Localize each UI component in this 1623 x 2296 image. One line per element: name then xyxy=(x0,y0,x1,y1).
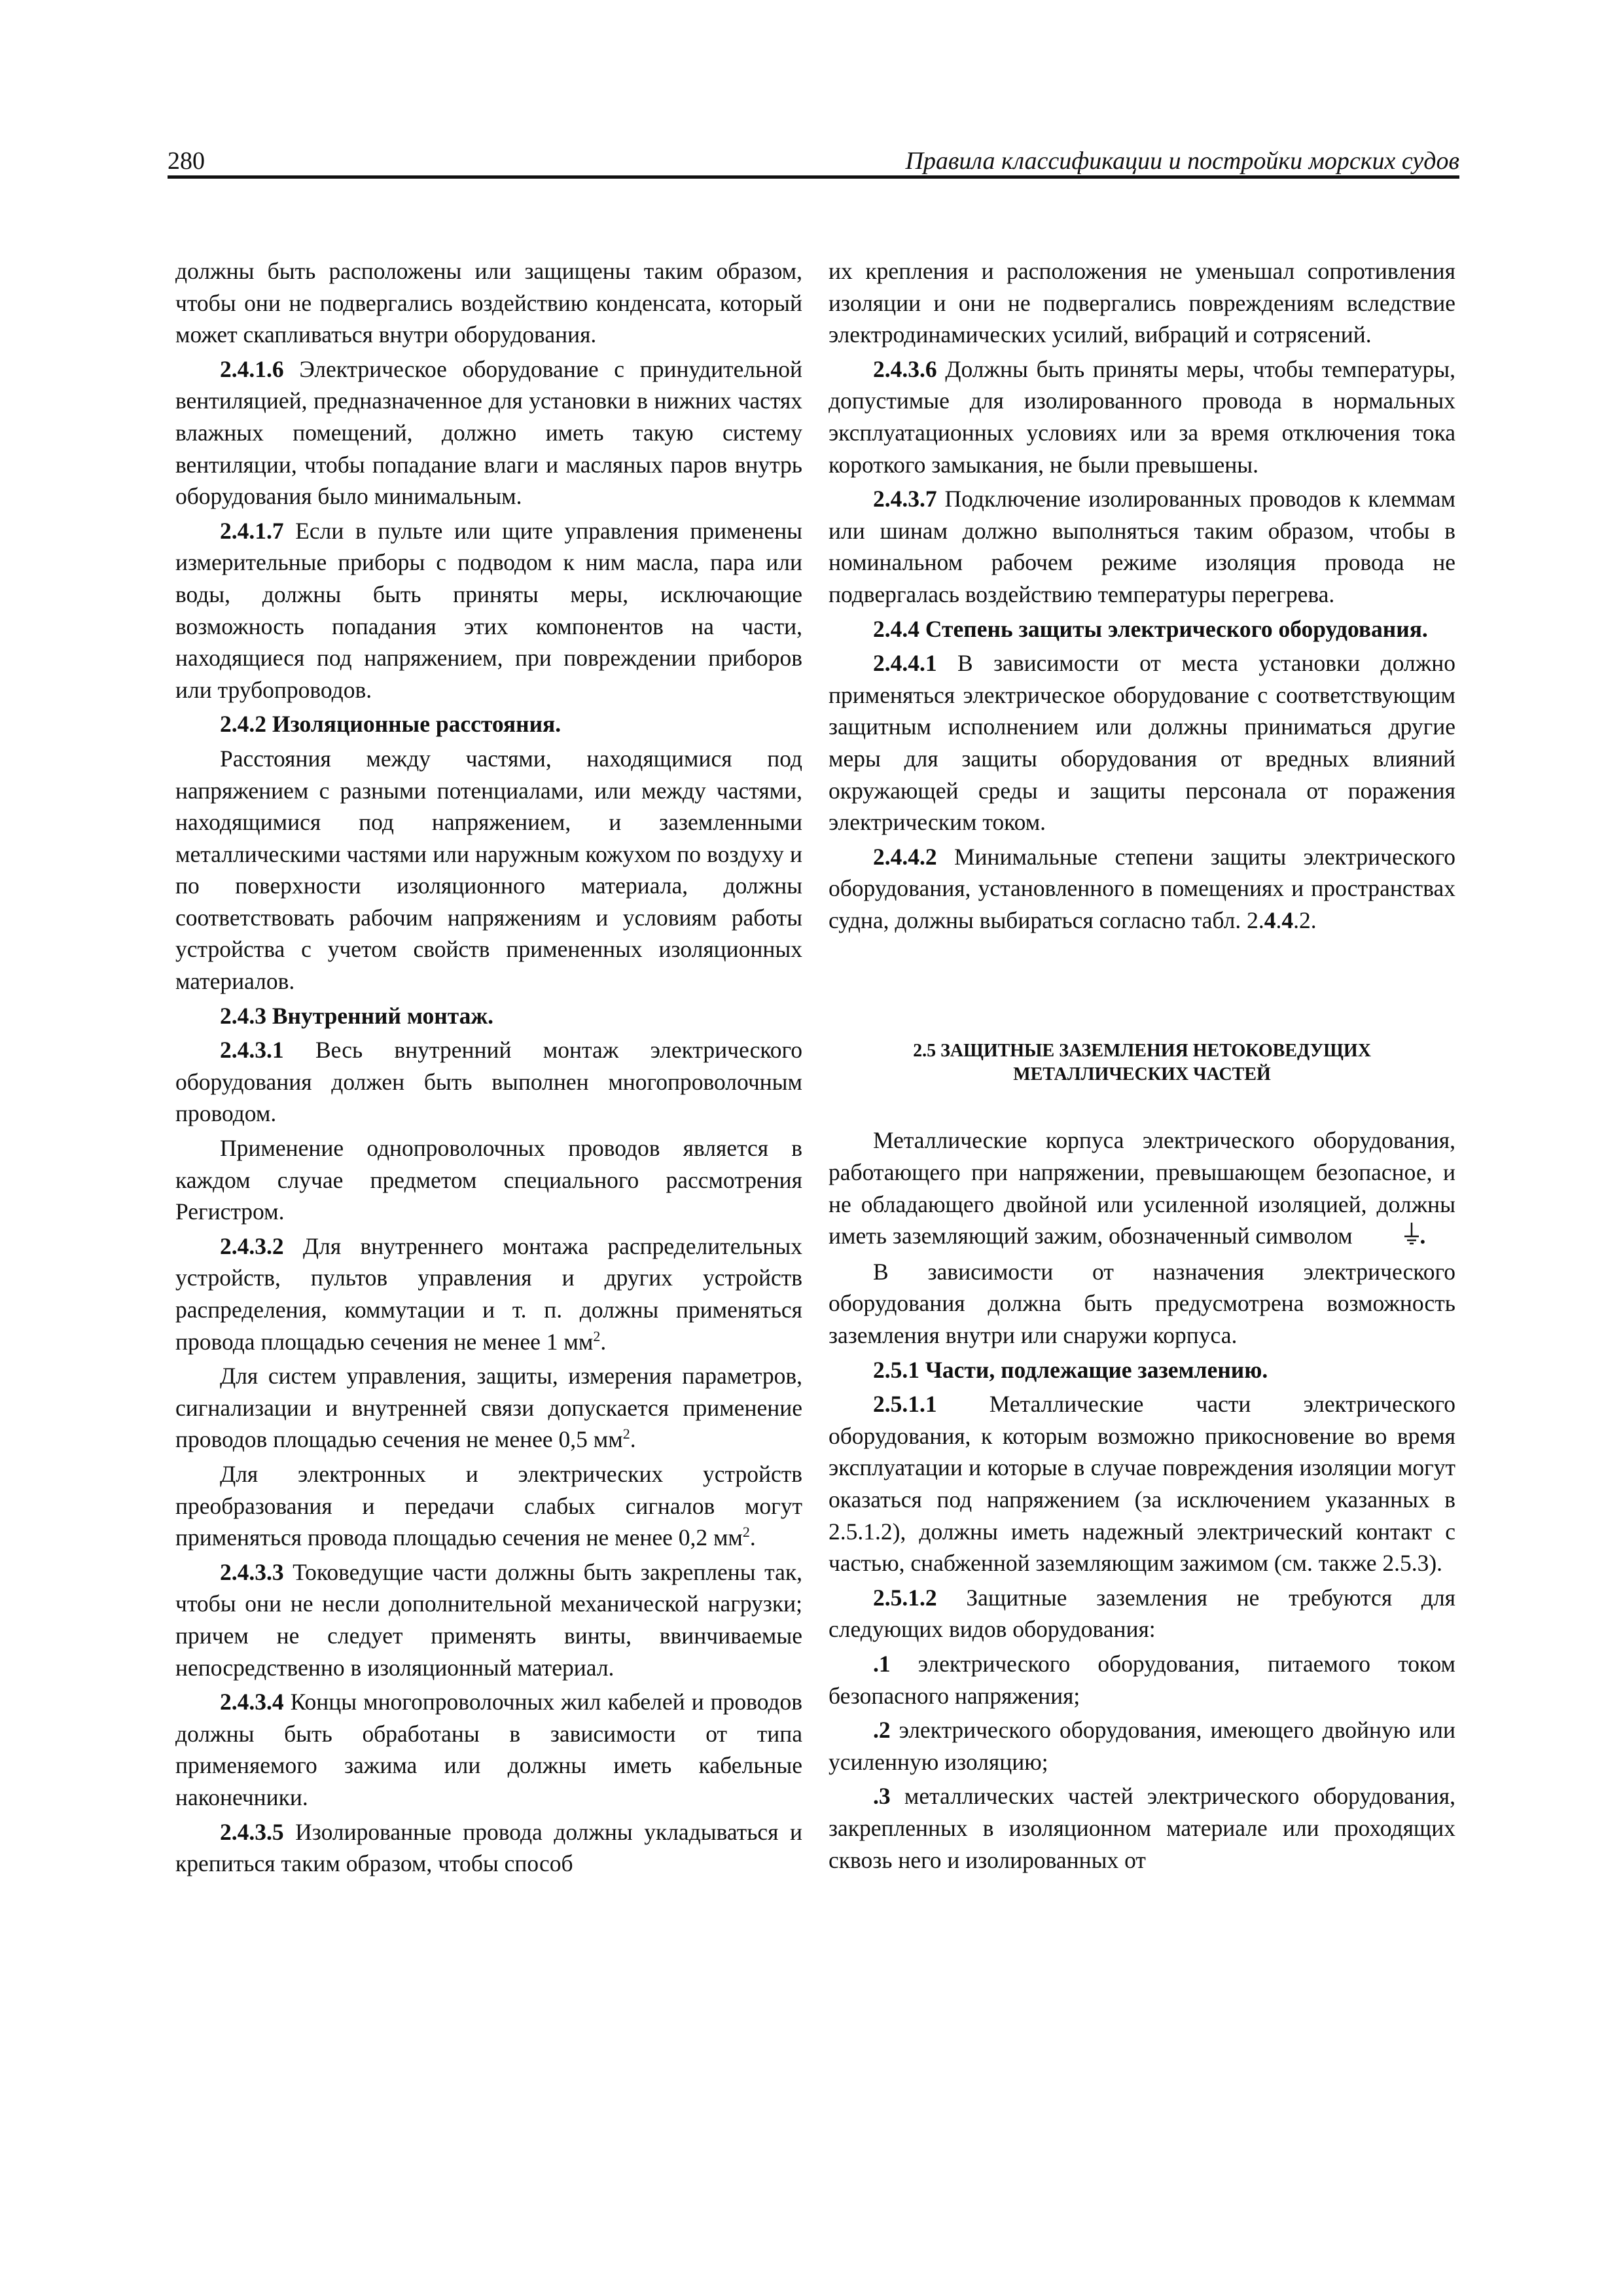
clause-number: 2.4.3.1 xyxy=(220,1037,284,1064)
paragraph: Для систем управления, защиты, измерения параметров, сигнализации и внутренней связи допускается применение проводов площадью сечения не менее 0,5 $мм^2$. xyxy=(175,1363,802,1453)
clause-number: 2.5.1.1 xyxy=(873,1391,937,1418)
paragraph: Для электронных и электрических устройств преобразования и передачи слабых сигналов могут применяться провода площадью сечения не менее 0,2 $мм^2$. xyxy=(175,1460,802,1551)
list-item: .3 металлических частей электрического оборудования, закрепленных в изоляционном материале или проходящих сквозь него и изолированных от xyxy=(829,1783,1455,1873)
clause-number: 2.4.4.1 xyxy=(873,650,937,677)
item-number: .1 xyxy=(873,1650,891,1677)
clause-number: 2.4.3.5 xyxy=(220,1818,284,1845)
subsection-heading: 2.5.1 Части, подлежащие заземлению. xyxy=(873,1356,1268,1383)
paragraph: 2.4.4.1 В зависимости от места установки должно применяться электрическое оборудование с соответствующим защитным исполнением или должны приниматься другие меры для защиты оборудования от вредных влияний окружающей среды и защиты персонала от поражения электрическим током. xyxy=(829,650,1455,836)
clause-number: 2.4.1.6 xyxy=(220,355,284,382)
ground-symbol-icon xyxy=(1359,1221,1420,1253)
paragraph: 2.4.3.2 Для внутреннего монтажа распределительных устройств, пультов управления и других устройств распределения, коммутации и т. п. должны применяться провода площадью сечения не менее 1 $мм^2$. xyxy=(175,1232,802,1355)
clause-number: 2.4.3.6 xyxy=(873,355,937,382)
paragraph: Металлические корпуса электрического оборудования, работающего при напряжении, превышающем безопасное, и не обладающего двойной или усиленной изоляцией, должны иметь заземляющий зажим, обозначенный символом . xyxy=(829,1124,1455,1253)
subsection-heading: 2.4.3 Внутренний монтаж. xyxy=(220,1002,493,1029)
clause-number: 2.5.1.2 xyxy=(873,1584,937,1611)
section-title: 2.5 ЗАЩИТНЫЕ ЗАЗЕМЛЕНИЯ НЕТОКОВЕДУЩИХ МЕТАЛЛИЧЕСКИХ ЧАСТЕЙ xyxy=(913,1041,1371,1085)
paragraph: 2.5.1.1 Металлические части электрического оборудования, к которым возможно прикосновение во время эксплуатации и которые в случае повреждения изоляции могут оказаться под напряжением (за исключением указанных в 2.5.1.2), должны иметь надежный электрический контакт с частью, снабженной заземляющим зажимом (см. также 2.5.3). xyxy=(829,1391,1455,1577)
right-column xyxy=(829,255,1455,1878)
page-number: 280 xyxy=(168,147,205,175)
running-title: Правила классификации и постройки морских судов xyxy=(905,147,1459,175)
item-number: .2 xyxy=(873,1717,891,1744)
clause-number: 2.4.3.2 xyxy=(220,1232,284,1259)
clause-number: 2.4.1.7 xyxy=(220,517,284,544)
left-column xyxy=(175,255,802,1882)
clause-number: 2.4.4.2 xyxy=(873,843,937,870)
header-rule xyxy=(168,175,1459,179)
item-number: .3 xyxy=(873,1783,891,1810)
paragraph: должны быть расположены или защищены таким образом, чтобы они не подвергались воздействию конденсата, который может скапливаться внутри оборудования. xyxy=(175,258,802,348)
paragraph: 2.4.3.1 Весь внутренний монтаж электрического оборудования должен быть выполнен многопроволочным проводом. xyxy=(175,1037,802,1127)
list-item: .2 электрического оборудования, имеющего двойную или усиленную изоляцию; xyxy=(829,1717,1455,1775)
paragraph: 2.4.3.3 Токоведущие части должны быть закреплены так, чтобы они не несли дополнительной механической нагрузки; причем не следует применять винты, ввинчиваемые непосредственно в изоляционный материал. xyxy=(175,1558,802,1681)
clause-number: 2.4.3.7 xyxy=(873,486,937,512)
subsection-heading: 2.4.4 Степень защиты электрического оборудования. xyxy=(873,615,1428,642)
paragraph: 2.4.3.6 Должны быть приняты меры, чтобы температуры, допустимые для изолированного провода в нормальных эксплуатационных условиях или за время отключения тока короткого замыкания, не были превышены. xyxy=(829,355,1455,478)
paragraph: В зависимости от назначения электрического оборудования должна быть предусмотрена возможность заземления внутри или снаружи корпуса. xyxy=(829,1258,1455,1349)
paragraph: Применение однопроволочных проводов является в каждом случае предметом специального рассмотрения Регистром. xyxy=(175,1135,802,1225)
paragraph: 2.4.1.7 Если в пульте или щите управления применены измерительные приборы с подводом к ним масла, пара или воды, должны быть приняты меры, исключающие возможность попадания этих компонентов на части, находящиеся под напряжением, при повреждении приборов или трубопроводов. xyxy=(175,517,802,703)
paragraph: 2.4.3.7 Подключение изолированных проводов к клеммам или шинам должно выполняться таким образом, чтобы в номинальном рабочем режиме изоляция провода не подвергалась воздействию температуры перегрева. xyxy=(829,486,1455,607)
paragraph: 2.4.3.5 Изолированные провода должны укладываться и крепиться таким образом, чтобы способ xyxy=(175,1818,802,1877)
subsection-heading: 2.4.2 Изоляционные расстояния. xyxy=(220,711,562,738)
page-header xyxy=(168,143,1459,179)
paragraph: 2.4.4.2 Минимальные степени защиты электрического оборудования, установленного в помещениях и пространствах судна, должны выбираться согласно табл. 2.4.4.2. xyxy=(829,843,1455,933)
paragraph: 2.4.1.6 Электрическое оборудование с принудительной вентиляцией, предназначенное для установки в нижних частях влажных помещений, должно иметь такую систему вентиляции, чтобы попадание влаги и масляных паров внутрь оборудования было минимальным. xyxy=(175,355,802,510)
clause-number: 2.4.3.3 xyxy=(220,1558,284,1585)
paragraph: 2.5.1.2 Защитные заземления не требуются для следующих видов оборудования: xyxy=(829,1584,1455,1643)
clause-number: 2.4.3.4 xyxy=(220,1689,284,1715)
paragraph: их крепления и расположения не уменьшал сопротивления изоляции и они не подвергались повреждениям вследствие электродинамических усилий, вибраций и сотрясений. xyxy=(829,258,1455,348)
paragraph: 2.4.3.4 Концы многопроволочных жил кабелей и проводов должны быть обработаны в зависимости от типа применяемого зажима или должны иметь кабельные наконечники. xyxy=(175,1689,802,1810)
list-item: .1 электрического оборудования, питаемого током безопасного напряжения; xyxy=(829,1650,1455,1709)
paragraph: Расстояния между частями, находящимися под напряжением с разными потенциалами, или между частями, находящимися под напряжением, и заземленными металлическими частями или наружным кожухом по воздуху и по поверхности изоляционного материала, должны соответствовать рабочим напряжениям и условиям работы устройства с учетом свойств примененных изоляционных материалов. xyxy=(175,745,802,995)
